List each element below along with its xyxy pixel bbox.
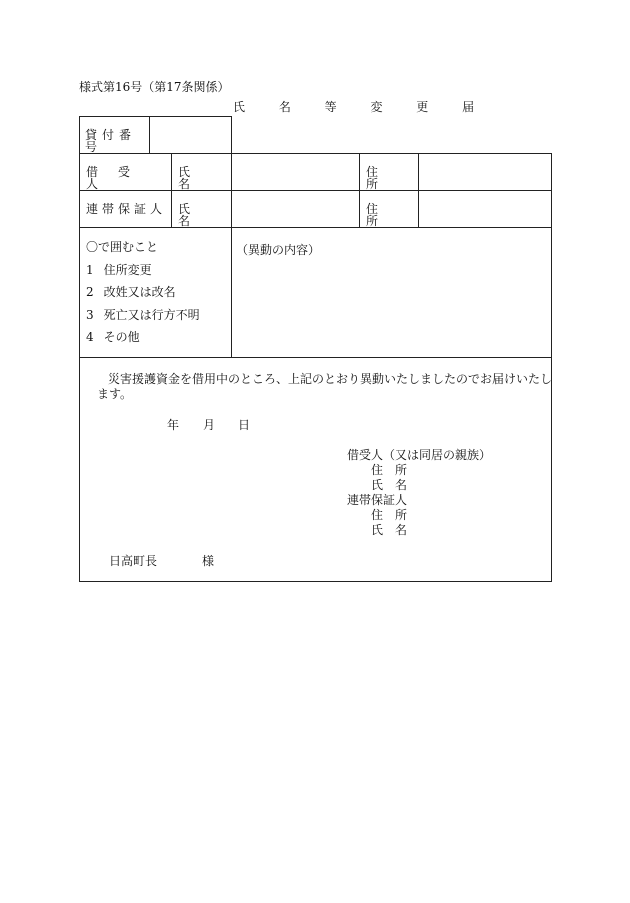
col-divider-label — [171, 153, 172, 227]
borrower-name-field[interactable] — [232, 154, 359, 190]
option-item-3[interactable] — [86, 309, 200, 321]
option-item-4[interactable] — [86, 331, 140, 343]
guarantor-name-label: 氏名 — [178, 202, 215, 228]
recipient: 日高町長 — [109, 554, 158, 568]
loan-number-field[interactable] — [150, 117, 231, 153]
guarantor-label: 連帯保証人 — [86, 202, 167, 216]
borrower-sign-address-label: 住 所 — [371, 463, 408, 477]
honorific: 様 — [202, 554, 215, 568]
guarantor-sign-name-label: 氏 名 — [371, 523, 408, 537]
option-number: 1 — [86, 263, 94, 277]
borrower-sign-name-label: 氏 名 — [371, 478, 408, 492]
guarantor-address-label: 住所 — [366, 202, 403, 228]
option-text: その他 — [103, 330, 140, 344]
change-content-label: （異動の内容） — [236, 243, 321, 257]
option-number: 2 — [86, 285, 94, 299]
guarantor-name-field[interactable] — [232, 191, 359, 227]
borrower-address-label: 住所 — [366, 165, 403, 191]
borrower-address-field[interactable] — [419, 154, 551, 190]
loan-number-label: 貸付番号 — [85, 128, 137, 154]
statement-line-2: ます。 — [97, 387, 133, 401]
statement-line-1: 災害援護資金を借用中のところ、上記のとおり異動いたしましたのでお届けいたし — [108, 372, 553, 386]
form-number: 様式第16号（第17条関係） — [79, 80, 230, 94]
borrower-heading: 借受人（又は同居の親族） — [347, 448, 492, 462]
guarantor-address-field[interactable] — [419, 191, 551, 227]
option-text: 改姓又は改名 — [103, 285, 176, 299]
guarantor-sign-address-label: 住 所 — [371, 508, 408, 522]
date-day-label: 日 — [238, 418, 251, 432]
row-divider-3 — [79, 357, 552, 358]
option-text: 住所変更 — [103, 263, 152, 277]
page-title: 氏 名 等 変 更 届 — [233, 100, 490, 114]
option-item-2[interactable] — [86, 286, 176, 298]
option-number: 3 — [86, 308, 94, 322]
option-number: 4 — [86, 330, 94, 344]
circle-instruction: 〇で囲むこと — [86, 240, 159, 254]
date-month-label: 月 — [203, 418, 216, 432]
option-item-1[interactable] — [86, 264, 152, 276]
borrower-label: 借受人 — [86, 165, 151, 191]
col-divider-address — [359, 153, 360, 227]
borrower-name-label: 氏名 — [178, 165, 215, 191]
option-text: 死亡又は行方不明 — [103, 308, 200, 322]
date-year-label: 年 — [167, 418, 180, 432]
row-divider-2 — [79, 227, 552, 228]
change-content-field[interactable] — [232, 258, 551, 356]
guarantor-heading: 連帯保証人 — [347, 493, 408, 507]
